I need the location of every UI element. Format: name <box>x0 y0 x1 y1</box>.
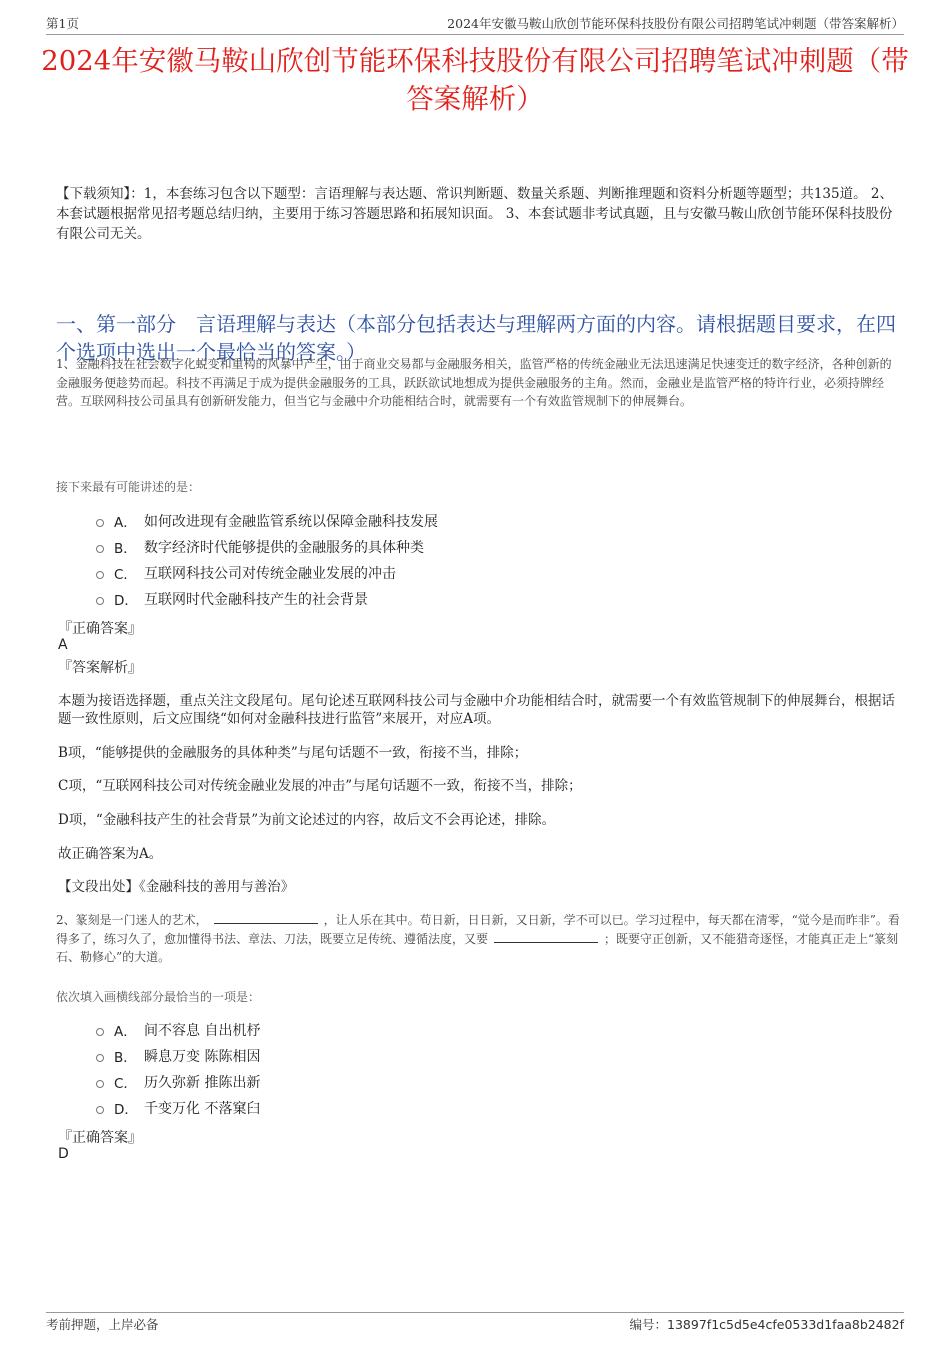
fill-blank <box>214 911 318 924</box>
option-a[interactable]: A． 如何改进现有金融监管系统以保障金融科技发展 <box>96 508 438 534</box>
radio-icon[interactable] <box>96 1080 104 1088</box>
analysis-label: 『答案解析』 <box>58 660 142 676</box>
page-header <box>46 14 904 35</box>
correct-answer: D <box>58 1146 69 1162</box>
analysis-paragraph: B项，“能够提供的金融服务的具体种类”与尾句话题不一致，衔接不当，排除； <box>58 745 528 761</box>
option-d[interactable]: D． 互联网时代金融科技产生的社会背景 <box>96 586 438 612</box>
source-citation: 【文段出处】《金融科技的善用与善治》 <box>58 879 295 895</box>
radio-icon[interactable] <box>96 545 104 553</box>
question-2-text: 2、篆刻是一门迷人的艺术， ，让人乐在其中。苟日新，日日新，又日新，学不可以已。学习过程中，每天都在清零，“觉今是而昨非”。看得多了，练习久了，愈加懂得书法、章法、刀法，既要立足传统、遵循法度，又要 ；既要守正创新，又不能猎奇逐怪，才能真正走上“篆刻石、勒修心”的大道。 <box>56 913 900 964</box>
section-title: 一、第一部分 言语理解与表达（本部分包括表达与理解两方面的内容。请根据题目要求，在四个选项中选出一个最恰当的答案。） <box>56 312 896 364</box>
document-title: 2024年安徽马鞍山欣创节能环保科技股份有限公司招聘笔试冲刺题（带答案解析） <box>41 45 909 115</box>
option-b[interactable]: B． 瞬息万变 陈陈相因 <box>96 1043 260 1069</box>
analysis-paragraph: D项，“金融科技产生的社会背景”为前文论述过的内容，故后文不会再论述，排除。 <box>58 812 556 828</box>
question-2-prompt: 依次填入画横线部分最恰当的一项是： <box>56 990 261 1004</box>
option-d[interactable]: D． 千变万化 不落窠臼 <box>96 1095 260 1121</box>
download-notice: 【下载须知】：1，本套练习包含以下题型：言语理解与表达题、常识判断题、数量关系题、判断推理题和资料分析题等题型；共135道。 2、本套试题根据常见招考题总结归纳，主要用于练习答题思路和拓展知识面。 3、本套试题非考试真题，且与安徽马鞍山欣创节能环保科技股份有限公司无关。 <box>56 186 893 242</box>
radio-icon[interactable] <box>96 597 104 605</box>
radio-icon[interactable] <box>96 1106 104 1114</box>
analysis-paragraph: 故正确答案为A。 <box>58 846 163 862</box>
header-doc-title: 2024年安徽马鞍山欣创节能环保科技股份有限公司招聘笔试冲刺题（带答案解析） <box>447 16 904 31</box>
radio-icon[interactable] <box>96 1028 104 1036</box>
option-c[interactable]: C． 历久弥新 推陈出新 <box>96 1069 260 1095</box>
option-c[interactable]: C． 互联网科技公司对传统金融业发展的冲击 <box>96 560 438 586</box>
footer-slogan: 考前押题，上岸必备 <box>46 1317 159 1332</box>
question-1-text: 1、金融科技在社会数字化蜕变和重构的风暴中产生，由于商业交易都与金融服务相关，监管严格的传统金融业无法迅速满足快速变迁的数字经济，各种创新的金融服务便趁势而起。科技不再满足于成为提供金融服务的工具，跃跃欲试地想成为提供金融服务的主角。然而，金融业是监管严格的特许行业，必须持牌经营。互联网科技公司虽具有创新研发能力，但当它与金融中介功能相结合时，就需要有一个有效监管规制下的伸展舞台。 <box>56 357 892 408</box>
radio-icon[interactable] <box>96 519 104 527</box>
page-number: 第1页 <box>46 16 79 31</box>
radio-icon[interactable] <box>96 1054 104 1062</box>
question-1-options <box>96 508 438 612</box>
answer-label: 『正确答案』 <box>58 1130 142 1146</box>
question-1-prompt: 接下来最有可能讲述的是： <box>56 480 201 494</box>
analysis-paragraph: 本题为接语选择题，重点关注文段尾句。尾句论述互联网科技公司与金融中介功能相结合时，就需要一个有效监管规制下的伸展舞台，根据话题一致性原则，后文应围绕“如何对金融科技进行监管”来展开，对应A项。 <box>58 693 895 727</box>
radio-icon[interactable] <box>96 571 104 579</box>
option-b[interactable]: B． 数字经济时代能够提供的金融服务的具体种类 <box>96 534 438 560</box>
fill-blank <box>494 930 598 943</box>
question-2-options <box>96 1017 260 1121</box>
analysis-paragraph: C项，“互联网科技公司对传统金融业发展的冲击”与尾句话题不一致，衔接不当，排除； <box>58 778 582 794</box>
option-a[interactable]: A． 间不容息 自出机杼 <box>96 1017 260 1043</box>
document-id: 编号：13897f1c5d5e4cfe0533d1faa8b2482f <box>629 1317 904 1332</box>
page-footer <box>46 1312 904 1335</box>
answer-label: 『正确答案』 <box>58 621 142 637</box>
correct-answer: A <box>58 637 68 653</box>
